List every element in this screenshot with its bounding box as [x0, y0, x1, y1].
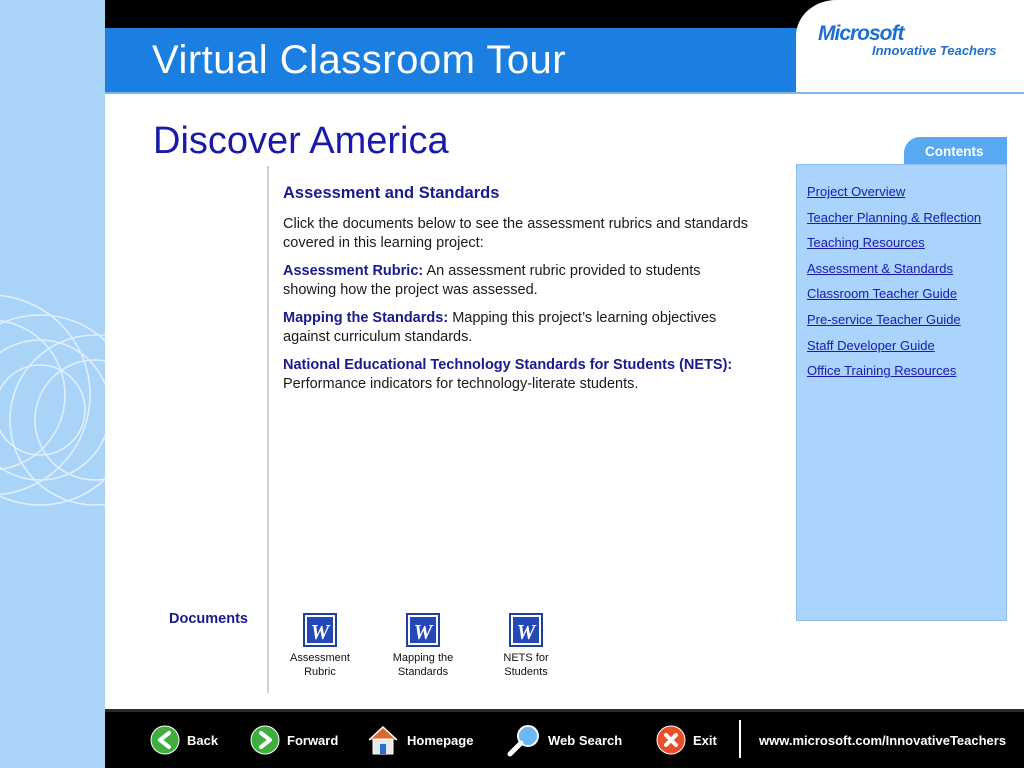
contents-link-project-overview[interactable]: Project Overview	[807, 184, 906, 199]
back-label: Back	[187, 732, 219, 748]
word-doc-icon[interactable]	[509, 613, 543, 647]
document-label-line: Students	[504, 666, 548, 678]
forward-label: Forward	[287, 732, 339, 748]
document-label-line: Assessment	[290, 652, 350, 664]
contents-link-teaching-resources[interactable]: Teaching Resources	[807, 235, 925, 251]
description-assessment-rubric	[283, 262, 753, 300]
section-heading: Assessment and Standards	[283, 184, 500, 202]
contents-link-staff-developer-guide[interactable]: Staff Developer Guide	[807, 337, 935, 353]
documents-label: Documents	[169, 611, 248, 627]
contents-link-teacher-planning[interactable]: Teacher Planning & Reflection	[807, 209, 982, 225]
exit-button[interactable]	[656, 722, 717, 758]
back-button[interactable]	[150, 722, 218, 758]
document-label	[373, 651, 473, 679]
microsoft-logo: Microsoft	[818, 22, 904, 45]
contents-panel	[796, 164, 1007, 621]
description-label: Mapping the Standards:	[283, 310, 449, 326]
left-decorative-strip	[0, 0, 105, 768]
header-divider	[105, 92, 1024, 94]
contents-link-office-training[interactable]: Office Training Resources	[807, 363, 957, 379]
back-arrow-icon	[150, 725, 180, 755]
contents-tab-label: Contents	[925, 144, 984, 159]
document-label-line: Standards	[397, 666, 449, 678]
document-mapping-standards[interactable]	[373, 613, 473, 679]
description-text: An assessment rubric provided to students showing how the project was assessed.	[283, 263, 701, 298]
contents-link-assessment-standards[interactable]: Assessment & Standards	[807, 260, 953, 276]
content-divider	[267, 166, 269, 693]
document-assessment-rubric[interactable]	[270, 613, 370, 679]
word-doc-icon[interactable]	[406, 613, 440, 647]
contents-tab	[904, 137, 1007, 165]
decorative-circles-graphic	[0, 0, 105, 768]
svg-text:W: W	[413, 620, 433, 644]
nav-divider	[739, 720, 741, 758]
app-title: Virtual Classroom Tour	[152, 38, 567, 82]
exit-label: Exit	[693, 732, 717, 748]
exit-x-icon	[656, 725, 686, 755]
description-label: National Educational Technology Standards for Students (NETS):	[283, 357, 733, 373]
document-label-line: Mapping the	[392, 652, 454, 664]
document-label-line: Rubric	[304, 666, 336, 678]
footer-url-link[interactable]: www.microsoft.com/InnovativeTeachers	[759, 733, 1007, 748]
innovative-teachers-logo: Innovative Teachers	[872, 43, 997, 58]
svg-text:W: W	[516, 620, 536, 644]
web-search-label: Web Search	[548, 732, 623, 748]
description-text: Performance indicators for technology-literate students.	[283, 376, 639, 392]
homepage-button[interactable]	[366, 722, 473, 758]
document-nets-students[interactable]	[476, 613, 576, 679]
forward-button[interactable]	[250, 722, 338, 758]
house-icon	[366, 724, 400, 756]
homepage-label: Homepage	[407, 732, 474, 748]
document-label-line: NETS for	[503, 652, 549, 664]
page-title: Discover America	[153, 120, 449, 162]
forward-arrow-icon	[250, 725, 280, 755]
description-label: Assessment Rubric:	[283, 263, 424, 279]
description-text: Mapping this project’s learning objectives against curriculum standards.	[283, 310, 717, 345]
main-content	[283, 183, 753, 403]
web-search-button[interactable]	[507, 722, 622, 758]
word-doc-icon[interactable]	[303, 613, 337, 647]
contents-link-preservice-teacher-guide[interactable]: Pre-service Teacher Guide	[807, 311, 961, 327]
magnifier-icon	[507, 723, 541, 757]
contents-list	[807, 184, 981, 389]
description-mapping-standards	[283, 309, 753, 347]
svg-text:W: W	[310, 620, 330, 644]
contents-link-classroom-teacher-guide[interactable]: Classroom Teacher Guide	[807, 286, 958, 302]
document-label	[476, 651, 576, 679]
description-nets	[283, 356, 753, 394]
document-label	[270, 651, 370, 679]
intro-text: Click the documents below to see the assessment rubrics and standards covered in this learning project:	[283, 216, 749, 251]
